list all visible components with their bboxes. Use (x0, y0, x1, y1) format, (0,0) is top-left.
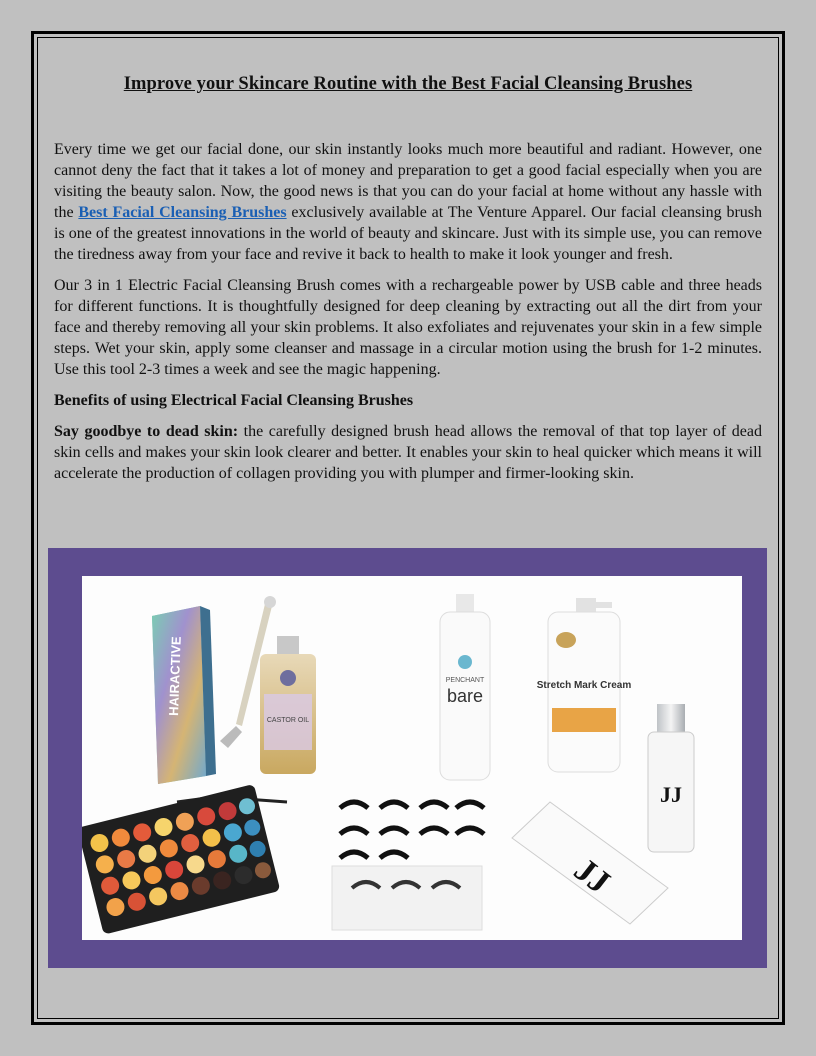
article (54, 74, 762, 494)
article-title: Improve your Skincare Routine with the Best Facial Cleansing Brushes (123, 74, 693, 94)
primer-box-logo: JJ (567, 851, 617, 902)
benefit-lead: Say goodbye to dead skin: (54, 423, 239, 440)
paragraph-product: Our 3 in 1 Electric Facial Cleansing Brush comes with a rechargeable power by USB cable and three heads for different functions. It is thoughtfully designed for deep cleaning by extracting out all the dirt from your face and thereby removing all your skin problems. It also exfoliates and rejuvenates your skin in a few simple steps. Wet your skin, apply some cleanser and massage in a circular motion using the brush for 1-2 minutes. Use this tool 2-3 times a week and see the magic happening. (54, 277, 762, 378)
penchant-bare-serum (440, 594, 490, 780)
serum-brand-top-text: PENCHANT (445, 677, 485, 684)
best-facial-cleansing-brushes-link[interactable]: Best Facial Cleansing Brushes (78, 204, 287, 221)
paragraph-intro (54, 139, 762, 265)
eyeshadow-palette (82, 784, 280, 935)
benefits-heading: Benefits of using Electrical Facial Cleansing Brushes (54, 392, 414, 409)
product-image-frame (48, 548, 767, 968)
hairactive-box (152, 606, 216, 784)
benefit-dead-skin (54, 421, 762, 484)
cream-name-text: Stretch Mark Cream (536, 680, 632, 691)
false-lashes (332, 802, 484, 930)
castor-oil-bottle (260, 636, 316, 774)
castor-oil-text: CASTOR OIL (266, 717, 310, 724)
benefit-text: the carefully designed brush head allows the removal of that top layer of dead skin cells and makes your skin look clearer and better. It enables your skin to heal quicker which means it will accelerate the production of collagen providing you with plumper and firmer-looking skin. (54, 423, 762, 482)
stretch-mark-cream (537, 598, 632, 772)
beauty-products-illustration (82, 576, 742, 940)
intro-text-before: Every time we get our facial done, our skin instantly looks much more beautiful and radiant. However, one cannot deny the fact that it takes a lot of money and preparation to get a good facial especially when you are visiting the beauty salon. Now, the good news is that you can do your facial at home without any hassle with the (54, 141, 762, 221)
primer-bottle-logo: JJ (660, 782, 682, 807)
box-brand-text: HAIRACTIVE (166, 636, 184, 717)
intro-text-after: exclusively available at The Venture Apparel. Our facial cleansing brush is one of the greatest innovations in the world of beauty and skincare. Just with its simple use, you can remove the tiredness away from your face and revive it back to health to make it look younger and fresh. (54, 204, 762, 263)
product-photo (82, 576, 742, 940)
serum-brand-text: bare (446, 686, 484, 706)
